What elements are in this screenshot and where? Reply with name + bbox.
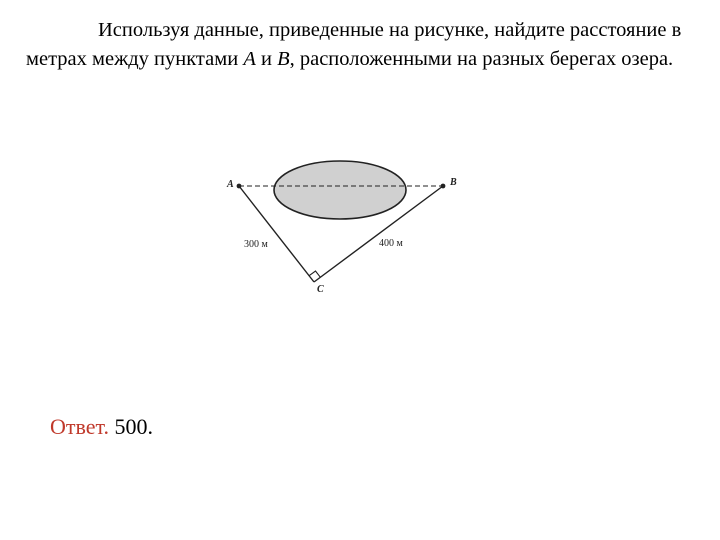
label-b: B — [450, 177, 457, 188]
answer — [50, 414, 153, 440]
answer-label: Ответ. — [50, 414, 109, 439]
right-angle-marker — [309, 271, 320, 277]
point-a-ref: A — [243, 48, 256, 70]
point-a — [237, 184, 242, 189]
answer-value: 500. — [114, 414, 153, 439]
label-a: A — [227, 179, 234, 190]
problem-text-part2: , расположенными на разных берегах озера. — [289, 48, 674, 70]
problem-text-part1: Используя данные, приведенные на рисунке, найдите расстояние в метрах между пунктами — [26, 19, 682, 70]
problem-conj: и — [260, 48, 272, 70]
point-b-ref: B — [277, 48, 290, 70]
length-ac: 300 м — [244, 239, 268, 250]
length-bc: 400 м — [379, 238, 403, 249]
label-c: C — [317, 284, 324, 295]
lake-shape — [274, 161, 406, 219]
point-b — [441, 184, 446, 189]
